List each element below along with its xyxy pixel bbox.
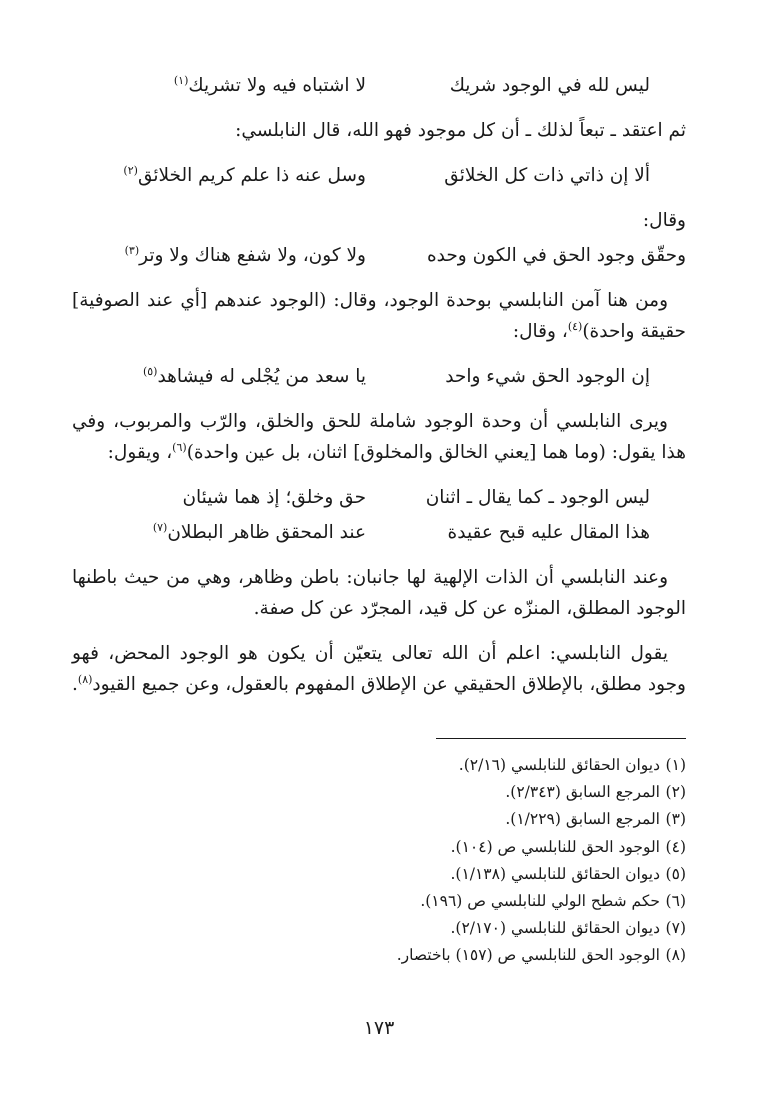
hemistich: ليس الوجود ـ كما يقال ـ اثنان [425,487,650,508]
footnote: (٦)حكم شطح الولي للنابلسي ص (١٩٦). [420,892,686,911]
footnote-ref: (١) [173,73,189,87]
page-number: ١٧٣ [363,1017,395,1039]
footnote: (٢)المرجع السابق (٢/٣٤٣). [505,783,686,802]
footnotes-list [72,752,686,970]
footnote: (٥)ديوان الحقائق للنابلسي (١/١٣٨). [450,864,686,883]
footnote: (٤)الوجود الحق للنابلسي ص (١٠٤). [450,837,686,856]
footnote-ref: (٦) [172,440,187,454]
paragraph: ومن هنا آمن النابلسي بوحدة الوجود، وقال: (الوجود عندهم [أي عند الصوفية] حقيقة واحدة)$^{(٤)}$، وقال: [72,290,686,342]
footnote: (٨)الوجود الحق للنابلسي ص (١٥٧) باختصار. [396,946,686,965]
footnote-divider [436,738,686,739]
hemistich: هذا المقال عليه قبح عقيدة [447,522,650,543]
footnote: (١)ديوان الحقائق للنابلسي (٢/١٦). [458,756,686,774]
hemistich: يا سعد من يُجْلى له فيشاهد$^{(٥)}$ [142,364,366,387]
footnote-ref: (٤) [567,319,583,333]
verse-4 [72,361,650,392]
hemistich: وسل عنه ذا علم كريم الخلائق$^{(٢)}$ [123,163,366,186]
hemistich: ولا كون، ولا شفع هناك ولا وتر$^{(٣)}$ [124,243,366,266]
paragraph: وقال: [642,210,686,231]
verse-5 [72,482,650,513]
hemistich: وحقّق وجود الحق في الكون وحده [426,245,686,266]
hemistich: إن الوجود الحق شيء واحد [445,366,650,387]
footnote: (٧)ديوان الحقائق للنابلسي (٢/١٧٠). [450,919,686,938]
paragraph: وعند النابلسي أن الذات الإلهية لها جانبان: باطن وظاهر، وهي من حيث باطنها الوجود المطلق، المنزّه عن كل قيد، المجرّد عن كل صفة. [72,567,686,619]
verse-1 [72,70,650,101]
footnote-ref: (٨) [77,672,93,686]
footnote-ref: (٢) [123,163,138,177]
hemistich: ألا إن ذاتي ذات كل الخلائق [444,165,650,186]
footnote-ref: (٣) [124,243,140,257]
footnote-ref: (٥) [142,364,158,378]
paragraph: ثم اعتقد ـ تبعاً لذلك ـ أن كل موجود فهو الله، قال النابلسي: [235,120,686,141]
hemistich: لا اشتباه فيه ولا تشريك$^{(١)}$ [173,73,366,96]
footnote: (٣)المرجع السابق (١/٢٢٩). [505,810,686,829]
verse-2 [72,160,650,191]
paragraph: يقول النابلسي: اعلم أن الله تعالى يتعيّن أن يكون هو الوجود المحض، فهو وجود مطلق، بالإطلاق الحقيقي عن الإطلاق المفهوم بالعقول، وعن جميع القيود$^{(٨)}$. [72,643,686,695]
hemistich: ليس لله في الوجود شريك [449,75,650,96]
verse-3 [72,240,686,271]
verse-6 [72,517,650,548]
main-text [72,70,686,714]
footnote-ref: (٧) [152,520,168,534]
hemistich: حق وخلق؛ إذ هما شيئان [182,487,366,508]
hemistich: عند المحقق ظاهر البطلان$^{(٧)}$ [152,520,366,543]
paragraph: ويرى النابلسي أن وحدة الوجود شاملة للحق والخلق، والرّب والمربوب، وفي هذا يقول: (وما هما [يعني الخالق والمخلوق] اثنان، بل عين واحدة)$^{(٦)}$، ويقول: [72,411,686,463]
